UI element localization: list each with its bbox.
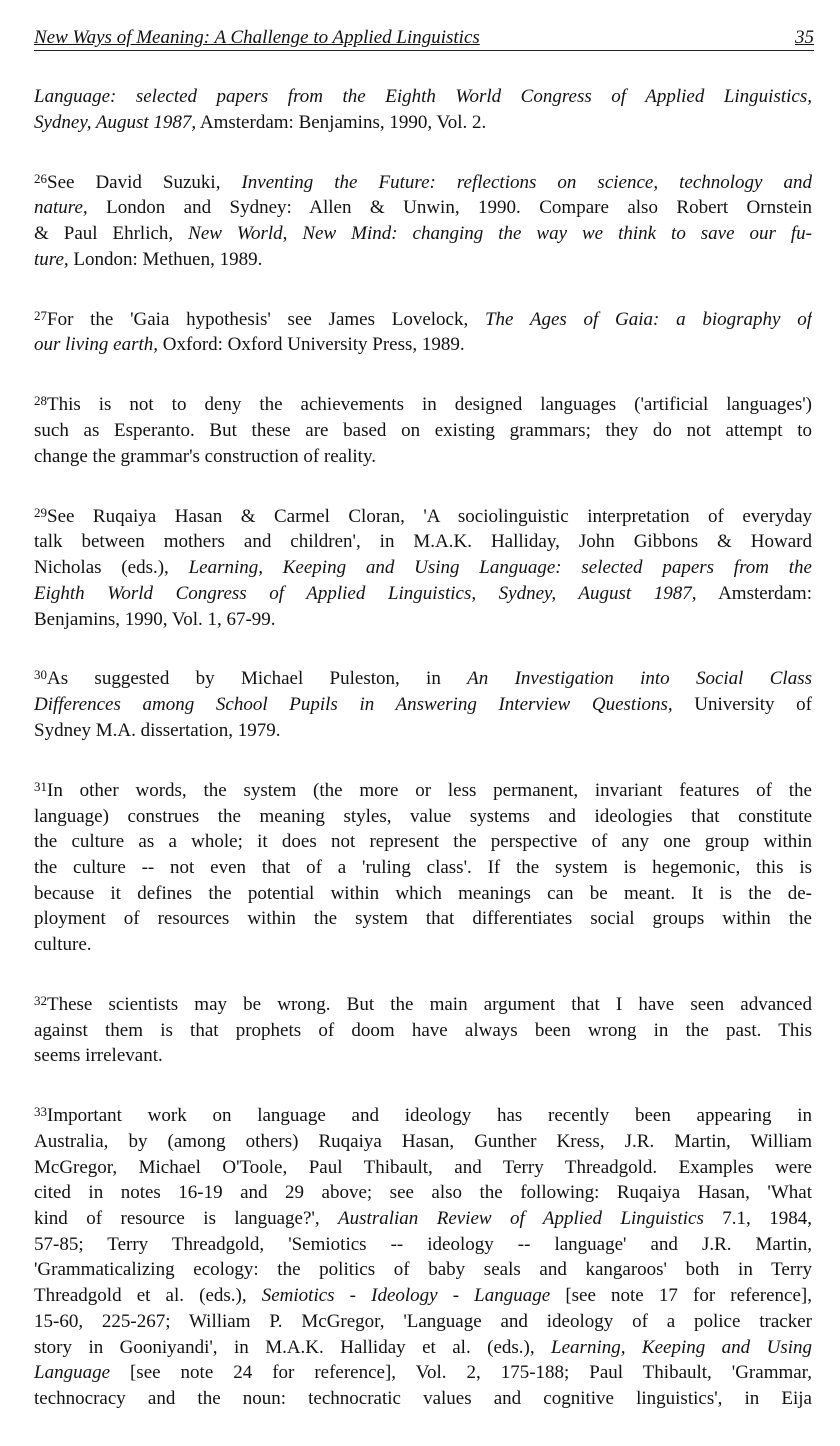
text-line [34,855,812,881]
text: because it defines the potential within which meanings can be meant. It is the de- [34,882,812,904]
note-number: 33 [34,1104,47,1120]
endnote-continuation [34,84,812,135]
text-line [34,581,812,607]
text: [see note 17 for reference], [550,1285,812,1307]
text: seems irrelevant. [34,1045,163,1067]
text: 7.1, 1984, [703,1208,812,1230]
text: & Paul Ehrlich, [34,223,189,245]
text: kind of resource is language?', [34,1208,339,1230]
italic-text: Language [34,1362,110,1384]
italic-text: Differences among School Pupils in Answering Interview Questions, [34,694,673,716]
endnote-33 [34,1103,812,1411]
text-line [34,718,812,744]
text: Benjamins, 1990, Vol. 1, 67-99. [34,608,276,630]
text: story in Gooniyandi', in M.A.K. Halliday et al. (eds.), [34,1336,552,1358]
note-number: 30 [34,667,47,683]
text: against them is that prophets of doom have always been wrong in the past. This [34,1019,812,1041]
endnote-32 [34,992,812,1069]
text-line [34,607,812,633]
endnote-29 [34,504,812,632]
endnote-31 [34,778,812,958]
text-line [34,529,812,555]
note-number: 31 [34,778,47,794]
text: technocracy and the noun: technocratic values and cognitive linguistics', in Eija [34,1387,812,1409]
text: As suggested by Michael Puleston, in [47,668,468,690]
italic-text: Inventing the Future: reflections on science, technology and [241,171,812,193]
text: McGregor, Michael O'Toole, Paul Thibault, and Terry Threadgold. Examples were [34,1156,812,1178]
text-line [34,444,812,470]
italic-text: ture, [34,248,69,270]
endnotes [34,84,812,1446]
text: Amsterdam: [696,582,812,604]
text: Oxford: Oxford University Press, 1989. [158,334,465,356]
italic-text: nature, [34,197,88,219]
text: See Ruqaiya Hasan & Carmel Cloran, 'A sociolinguistic interpretation of everyday [47,505,812,527]
text: culture. [34,933,92,955]
text-line [34,504,812,530]
text-line [34,1180,812,1206]
endnote-28 [34,392,812,469]
text-line [34,1309,812,1335]
text: Australia, by (among others) Ruqaiya Hasan, Gunther Kress, J.R. Martin, William [34,1131,812,1152]
text-line [34,1129,812,1155]
note-number: 29 [34,504,47,520]
text: change the grammar's construction of reality. [34,445,376,467]
italic-text: Eighth World Congress of Applied Linguistics, Sydney, August 1987, [34,582,697,604]
note-number: 26 [34,170,47,186]
text-line [34,881,812,907]
text-line [34,829,812,855]
text: London and Sydney: Allen & Unwin, 1990. Compare also Robert Ornstein [87,197,812,219]
running-header [34,26,814,51]
text: Important work on language and ideology has recently been appearing in [47,1105,812,1127]
text: the culture as a whole; it does not represent the perspective of any one group within [34,831,812,853]
text: [see note 24 for reference], Vol. 2, 175-188; Paul Thibault, 'Grammar, [110,1362,812,1384]
italic-text: Australian Review of Applied Linguistics [338,1208,704,1230]
text-line [34,332,812,358]
text-line [34,692,812,718]
text-line [34,1155,812,1181]
italic-text: Learning, Keeping and Using [551,1336,812,1358]
text-line [34,418,812,444]
text: London: Methuen, 1989. [68,248,263,270]
text-line [34,110,812,136]
italic-text: Sydney, August 1987, [34,111,197,133]
italic-text: An Investigation into Social Class [467,668,812,690]
text: 57-85; Terry Threadgold, 'Semiotics -- ideology -- language' and J.R. Martin, [34,1233,812,1255]
text: Nicholas (eds.), [34,557,189,579]
text-line [34,1232,812,1258]
text-line [34,1257,812,1283]
text-line [34,221,812,247]
text-line [34,778,812,804]
text-line [34,804,812,830]
text-line [34,195,812,221]
text: 'Grammaticalizing ecology: the politics of baby seals and kangaroos' both in Terry [34,1259,812,1281]
text-line [34,392,812,418]
note-number: 27 [34,307,47,323]
text-line [34,1360,812,1386]
text-line [34,307,812,333]
text: Threadgold et al. (eds.), [34,1285,262,1307]
text: This is not to deny the achievements in designed languages ('artificial languages') [47,394,812,416]
note-number: 32 [34,992,47,1008]
italic-text: The Ages of Gaia: a biography of [484,308,812,330]
text: such as Esperanto. But these are based on existing grammars; they do not attempt to [34,420,812,442]
text-line [34,1386,812,1412]
text: Sydney M.A. dissertation, 1979. [34,719,281,741]
text-line [34,1043,812,1069]
text-line [34,1103,812,1129]
running-title: New Ways of Meaning: A Challenge to Applied Linguistics [34,27,480,48]
text-line [34,1335,812,1361]
italic-text: Language: selected papers from the Eighth World Congress of Applied Linguistics, [34,86,812,107]
text-line [34,555,812,581]
text: talk between mothers and children', in M.A.K. Halliday, John Gibbons & Howard [34,531,812,553]
text: These scientists may be wrong. But the main argument that I have seen advanced [47,993,812,1015]
text-line [34,666,812,692]
text: University of [672,694,812,716]
text: In other words, the system (the more or less permanent, invariant features of the [47,779,812,801]
text-line [34,84,812,110]
text: cited in notes 16-19 and 29 above; see also the following: Ruqaiya Hasan, 'What [34,1182,812,1204]
text-line [34,1283,812,1309]
text-line [34,1018,812,1044]
page-number: 35 [795,27,814,48]
text: For the 'Gaia hypothesis' see James Lovelock, [47,308,485,330]
text-line [34,170,812,196]
text: the culture -- not even that of a 'ruling class'. If the system is hegemonic, this is [34,856,812,878]
italic-text: Learning, Keeping and Using Language: selected papers from the [188,557,812,579]
text-line [34,992,812,1018]
note-number: 28 [34,393,47,409]
text-line [34,247,812,273]
text-line [34,906,812,932]
text-line [34,932,812,958]
text: See David Suzuki, [47,171,242,193]
text: 15-60, 225-267; William P. McGregor, 'Language and ideology of a police tracker [34,1310,812,1332]
italic-text: Semiotics - Ideology - Language [261,1285,551,1307]
italic-text: our living earth, [34,334,159,356]
text: language) construes the meaning styles, value systems and ideologies that constitute [34,805,812,827]
endnote-27 [34,307,812,358]
text: ployment of resources within the system that differentiates social groups within the [34,908,812,930]
text-line [34,1206,812,1232]
endnote-30 [34,666,812,743]
italic-text: New World, New Mind: changing the way we think to save our fu- [188,223,812,245]
text: Amsterdam: Benjamins, 1990, Vol. 2. [196,111,487,133]
endnote-26 [34,170,812,273]
